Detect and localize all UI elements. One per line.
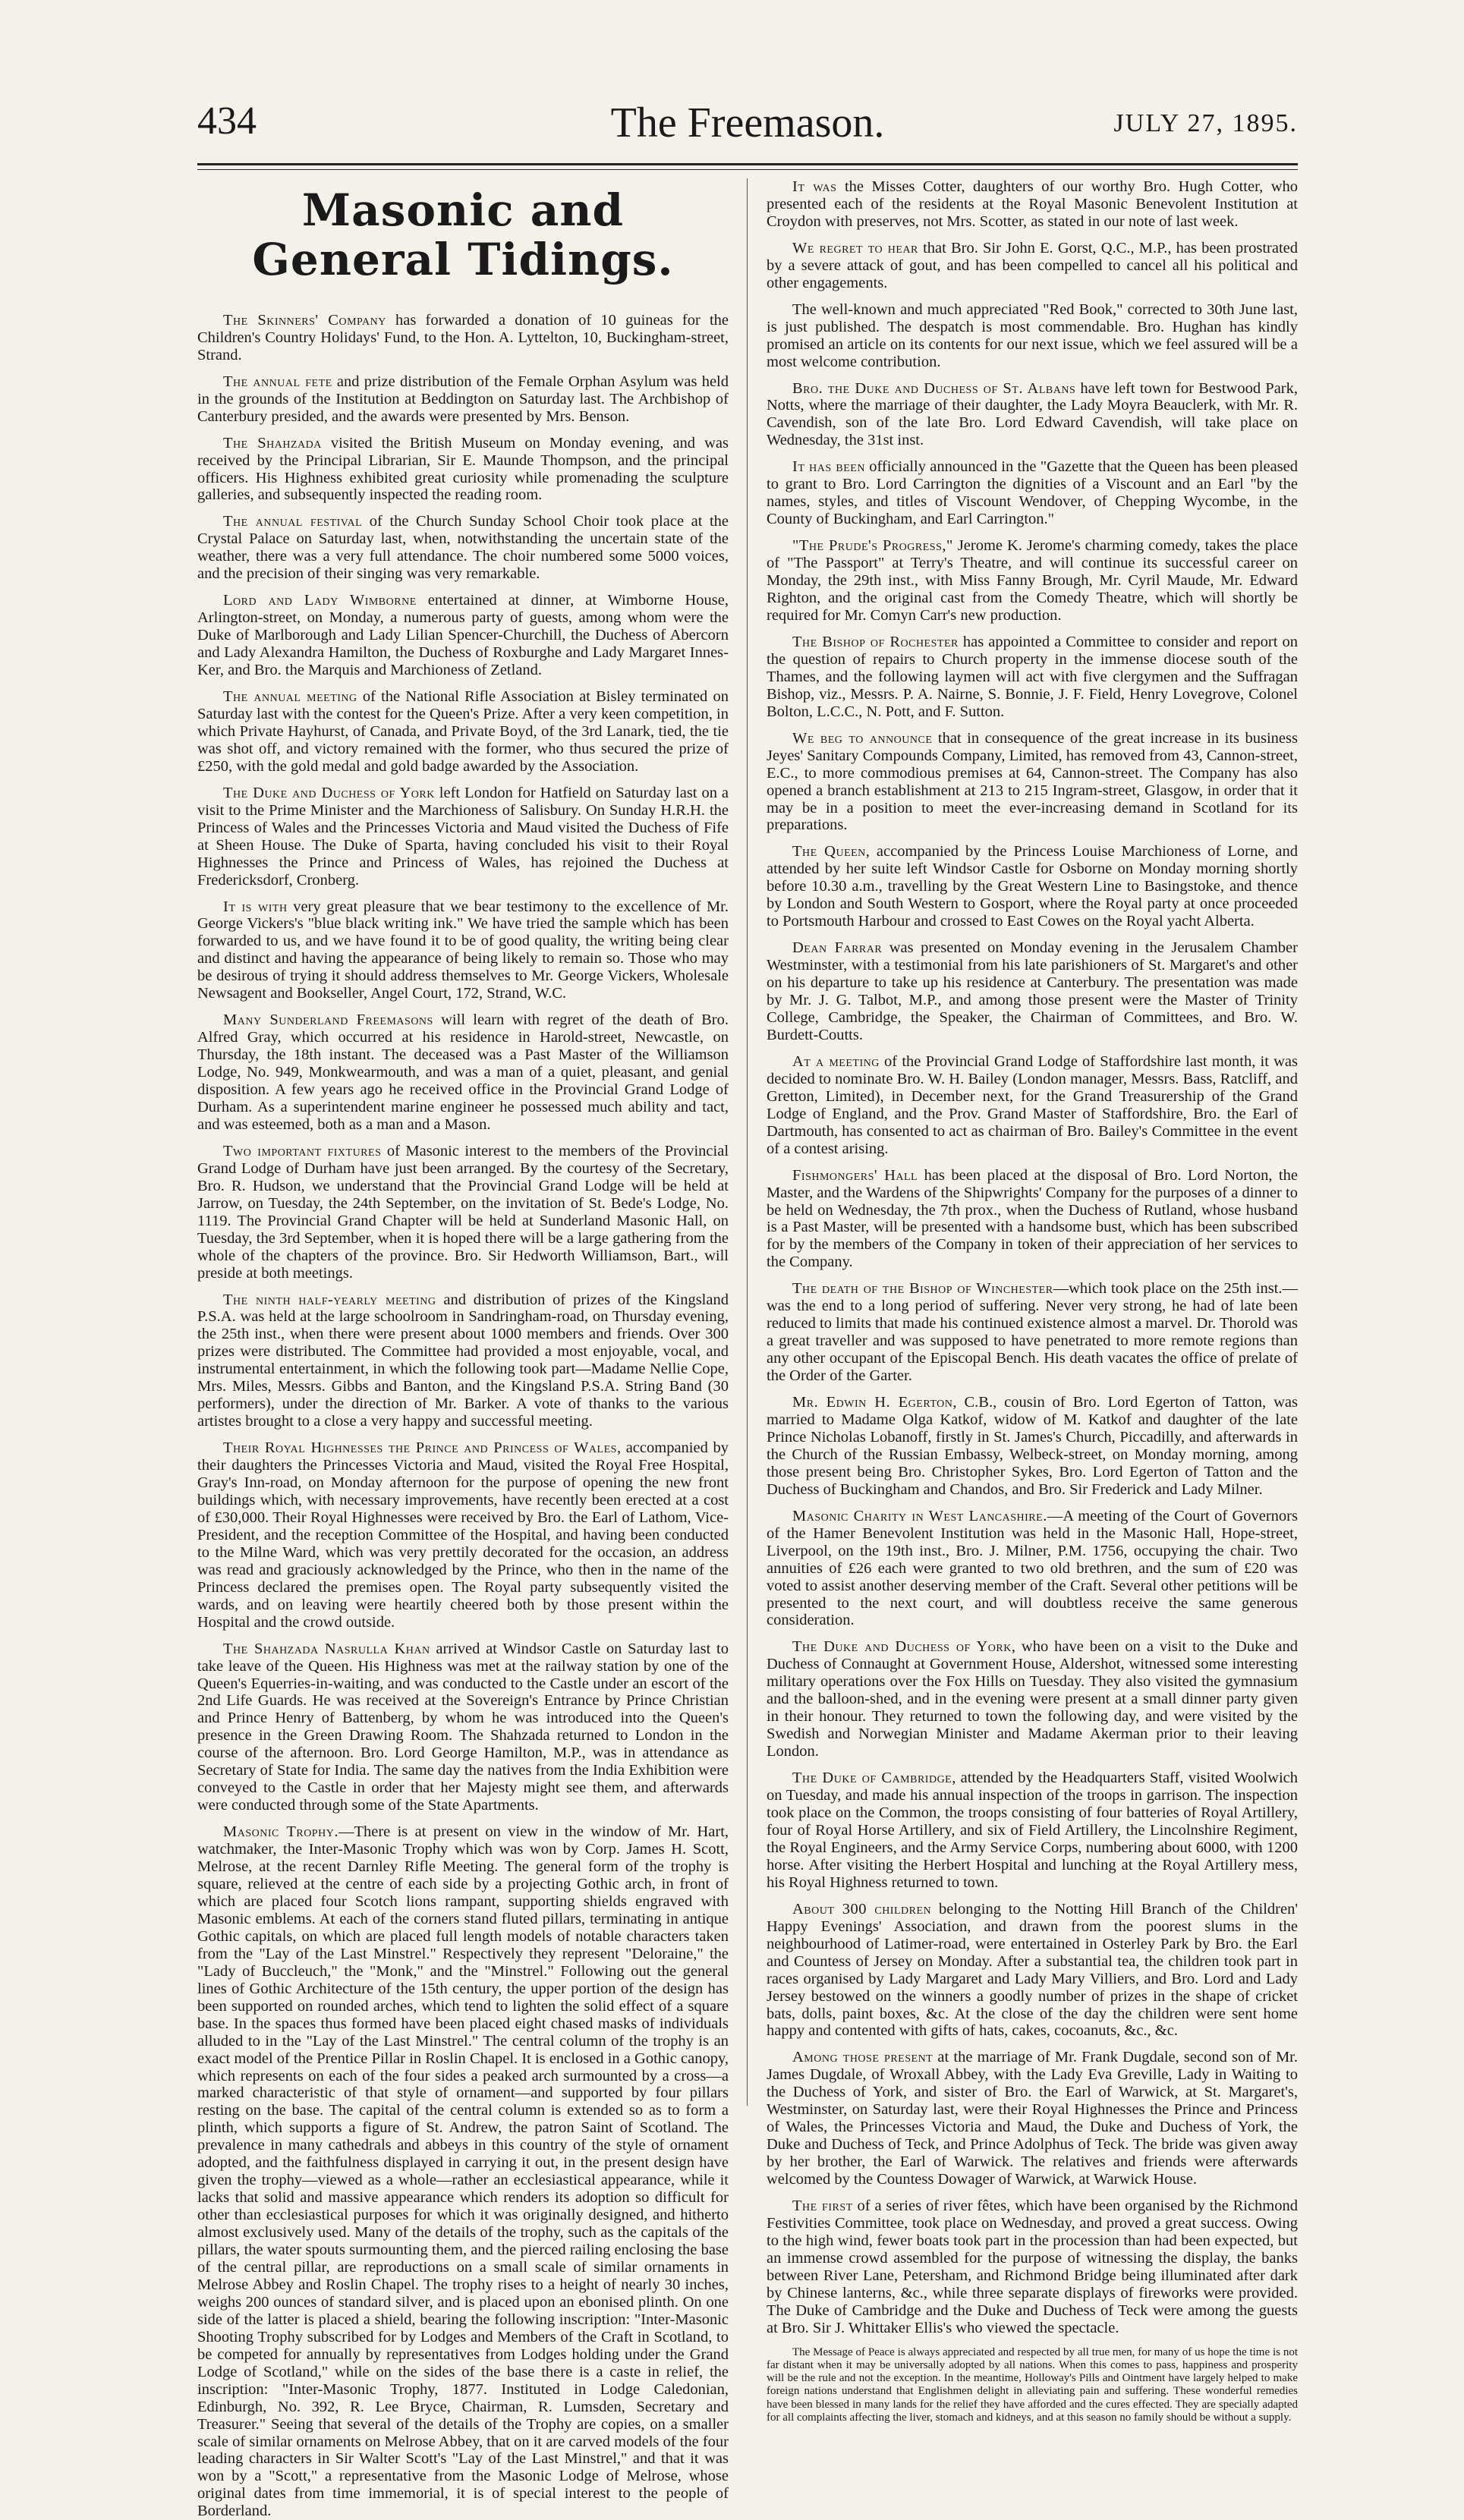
news-item-lead: Mr. Edwin H. Egerton xyxy=(792,1394,953,1411)
news-item-text: and distribution of prizes of the Kingsland P.S.A. was held at the large schoolroom in Sandringham-road, on Thursday evening, the 25th inst., when there were present about 1000 members and friends. Over 300 prizes were distributed. The Committee had provided a most enjoyable, vocal, and instrumental entertainment, in which the following took part—Madame Nellie Cope, Mrs. Miles, Messrs. Gibbs and Banton, and the Kingsland P.S.A. String Band (30 performers), under the direction of Mr. Barker. A vote of thanks to the various artistes brought to a close a very happy and successful meeting. xyxy=(197,1291,729,1430)
news-item xyxy=(197,592,729,679)
news-item xyxy=(767,1508,1298,1630)
news-item-lead: Lord and Lady Wimborne xyxy=(223,592,417,609)
advertisement-text: The Message of Peace is always appreciated and respected by all true men, for many of us hope the time is not far distant when it may be universally adopted by all nations. When this comes to pass, happiness and prosperity will be the rule and not the exception. In the meantime, Holloway's Pills and Ointment have largely helped to make foreign nations understand that Englishmen delight in alleviating pain and suffering. These wonderful remedies have been blessed in many lands for the relief they have afforded and the cures effected. They are specially adapted for all complaints affecting the liver, stomach and kidneys, and at this season no family should be without a supply. xyxy=(767,2345,1298,2424)
section-title: Masonic and General Tidings. xyxy=(252,184,674,285)
news-item xyxy=(767,178,1298,231)
news-item-lead: The Duke and Duchess of York xyxy=(792,1638,1012,1656)
news-item-text: , accompanied by the Princess Louise Marchioness of Lorne, and attended by her suite left Windsor Castle for Osborne on Monday morning shortly before 10.30 a.m., travelling by the Great Western Line to Basingstoke, and thence by London and South Western to Gosport, where the Royal party at once proceeded to Portsmouth Harbour and crossed to East Cowes on the Royal yacht Alberta. xyxy=(767,843,1298,930)
news-item-text: of the Provincial Grand Lodge of Staffordshire last month, it was decided to nominate Bro. W. H. Bailey (London manager, Messrs. Bass, Ratcliff, and Gretton, Limited), in December next, for the Grand Treasurership of the Grand Lodge of England, and the Prov. Grand Master of Staffordshire, Bro. the Earl of Dartmouth, has consented to act as chairman of Bro. Bailey's Committee in the event of a contest arising. xyxy=(767,1052,1298,1157)
news-item-lead: About 300 children xyxy=(792,1900,932,1918)
header-rule-thick xyxy=(197,163,1298,165)
news-item-text: at the marriage of Mr. Frank Dugdale, second son of Mr. James Dugdale, of Wroxall Abbey, with the Lady Eva Greville, Lady in Waiting to the Duchess of York, and sister of Bro. the Earl of Warwick, at St. Margaret's, Westminster, on Saturday last, were their Royal Highnesses the Prince and Princess of Wales, the Princesses Victoria and Maud, the Duke and Duchess of York, the Duke and Duchess of Teck, and Prince Adolphus of Teck. The bride was given away by her brother, the Earl of Warwick. The relatives and friends were afterwards welcomed by the Countess Dowager of Warwick, at Warwick House. xyxy=(767,2049,1299,2188)
news-item-lead: The Queen xyxy=(792,843,866,860)
news-item xyxy=(767,730,1298,835)
news-item xyxy=(197,688,729,776)
news-item-lead: "The Prude's Progress," xyxy=(792,537,953,555)
news-item xyxy=(197,1641,729,1815)
news-item xyxy=(767,843,1298,930)
news-item-lead: Dean Farrar xyxy=(792,939,883,957)
news-item-lead: The annual festival xyxy=(223,513,363,530)
news-item-lead: Masonic Charity in West Lancashire. xyxy=(792,1507,1047,1524)
news-item xyxy=(767,380,1298,450)
news-item-lead: The Skinners' Company xyxy=(223,311,386,329)
news-item xyxy=(767,1053,1298,1158)
news-item-lead: We beg to announce xyxy=(792,729,933,747)
column-divider xyxy=(747,178,748,2106)
left-column xyxy=(197,178,729,2520)
news-item-lead: It is with xyxy=(223,898,288,915)
news-item xyxy=(197,513,729,583)
news-item-lead: We regret to hear xyxy=(792,239,918,256)
news-item xyxy=(767,2198,1298,2337)
news-item xyxy=(197,898,729,1003)
news-item-lead: Two important fixtures xyxy=(223,1142,382,1159)
news-item xyxy=(767,240,1298,292)
news-item-text: have left town for Bestwood Park, Notts, where the marriage of their daughter, the Lady Moyra Beauclerk, with Mr. R. Cavendish, son of the late Bro. Lord Edward Cavendish, will take place on Wednesday, the 31st inst. xyxy=(767,379,1298,449)
news-item xyxy=(197,1439,729,1631)
news-item-text: , attended by the Headquarters Staff, visited Woolwich on Tuesday, and made his annual inspection of the troops in garrison. The inspection took place on the Common, the troops consisting of four batteries of Royal Artillery, four of Royal Horse Artillery, and six of Field Artillery, the Lincolnshire Regiment, the Royal Engineers, and the Army Service Corps, numbering about 6000, with 1200 horse. After visiting the Herbert Hospital and lunching at the Royal Artillery mess, his Royal Highness returned to town. xyxy=(767,1770,1298,1891)
news-item-text: Jerome K. Jerome's charming comedy, takes the place of "The Passport" at Terry's Theatre, and will continue its successful career on Monday, the 29th inst., with Miss Fanny Brough, Mr. Cyril Maude, Mr. Edward Righton, and the original cast from the Comedy Theatre, which will shortly be required for Mr. Comyn Carr's new production. xyxy=(767,537,1298,624)
news-item-lead: Fishmongers' Hall xyxy=(792,1166,918,1184)
news-item-text: has forwarded a donation of 10 guineas for the Children's Country Holidays' Fund, to the Hon. A. Lyttelton, 10, Buckingham-street, Strand. xyxy=(197,311,729,363)
news-item-lead: Among those present xyxy=(792,2049,933,2066)
news-item-lead: The first xyxy=(792,2198,853,2215)
news-item-text: and prize distribution of the Female Orphan Asylum was held in the grounds of the Institution at Beddington on Saturday last. The Archbishop of Canterbury presided, and the awards were presented by Mrs. Benson. xyxy=(197,373,729,425)
news-item xyxy=(197,1143,729,1282)
news-item-lead: The annual fete xyxy=(223,373,332,390)
page-number: 434 xyxy=(197,99,257,143)
news-item-lead: The Duke and Duchess of York xyxy=(223,784,435,801)
news-item-text: has been placed at the disposal of Bro. Lord Norton, the Master, and the Wardens of the Shipwrights' Company for the purposes of a dinner to be held on Wednesday, the 7th prox., when the Duchess of Rutland, whose husband is a Past Master, will be presented with a handsome bust, which has been subscribed for by the members of the Company in token of their appreciation of her services to the Company. xyxy=(767,1166,1298,1271)
news-item-text: arrived at Windsor Castle on Saturday last to take leave of the Queen. His Highness was met at the railway station by one of the Queen's Equerries-in-waiting, and was conducted to the Castle under an escort of the 2nd Life Guards. He was received at the Sovereign's Entrance by Prince Christian and Prince Henry of Battenberg, by whom he was introduced into the Queen's presence in the Green Drawing Room. The Shahzada returned to London in the course of the afternoon. Bro. Lord George Hamilton, M.P., was in attendance as Secretary of State for India. The same day the natives from the India Exhibition were conveyed to the Castle in order that her Majesty might see them, and afterwards were conducted through some of the State Apartments. xyxy=(197,1640,729,1814)
news-item xyxy=(767,939,1298,1044)
news-item xyxy=(197,785,729,889)
page-header xyxy=(197,99,1298,159)
news-item xyxy=(767,537,1298,624)
news-item-text: , C.B., cousin of Bro. Lord Egerton of Tatton, was married to Madame Olga Katkof, widow of M. Katkof and daughter of the late Prince Nicholas Lobanoff, firstly in St. James's Church, Piccadilly, and afterwards in the Church of the Russian Embassy, Welbeck-street, on Monday morning, among those present being Bro. Christopher Sykes, Bro. Lord Egerton of Tatton and the Duchess of Buckingham and Chandos, and Bro. Sir Frederick and Lady Milner. xyxy=(767,1394,1298,1498)
news-item xyxy=(197,373,729,426)
news-item xyxy=(197,1291,729,1431)
news-item-text: of the Church Sunday School Choir took place at the Crystal Palace on Saturday last, when, notwithstanding the uncertain state of the weather, there was a very full attendance. The choir numbered some 5000 voices, and the precision of their singing was very remarkable. xyxy=(197,513,729,583)
news-item-text: , who have been on a visit to the Duke and Duchess of Connaught at Government House, Aldershot, witnessed some interesting military operations over the Fox Hills on Tuesday. They also visited the gymnasium and the balloon-shed, and in the evening were present at a small dinner party given in their honour. They returned to town the following day, and were visited by the Swedish and Norwegian Minister and Madame Akerman prior to their leaving London. xyxy=(767,1638,1299,1760)
news-item-lead: The Shahzada Nasrulla Khan xyxy=(223,1640,430,1657)
news-item xyxy=(767,2049,1298,2188)
header-rule-thin xyxy=(197,169,1298,170)
news-item xyxy=(767,1638,1298,1760)
news-item xyxy=(767,1770,1298,1892)
news-item-lead: Many Sunderland Freemasons xyxy=(223,1011,433,1029)
news-item-text: that Bro. Sir John E. Gorst, Q.C., M.P., has been prostrated by a severe attack of gout, and has been compelled to cancel all his political and other engagements. xyxy=(767,239,1298,291)
right-column xyxy=(767,178,1299,2424)
news-item xyxy=(767,1280,1298,1385)
news-item-text: —which took place on the 25th inst.—was the end to a long period of suffering. Never very strong, he had of late been reduced to limits that made his continued existence almost a marvel. Dr. Thorold was a great traveller and was supposed to have penetrated to more remote regions than any other occupant of the Episcopal Bench. His death vacates the office of prelate of the Order of the Garter. xyxy=(767,1280,1298,1385)
news-item-lead: It was xyxy=(792,178,837,195)
news-item xyxy=(767,1394,1298,1499)
news-item-lead: Bro. the Duke and Duchess of St. Albans xyxy=(792,379,1076,397)
news-item-text: of the National Rifle Association at Bisley terminated on Saturday last with the contest for the Queen's Prize. After a very keen competition, in which Private Hayhurst, of Canada, and Private Boyd, of the 3rd Lanark, tied, the tie was shot off, and victory remained with the former, who thus secured the prize of £250, with the gold medal and gold badge awarded by the Association. xyxy=(197,688,729,775)
news-item-text: officially announced in the "Gazette that the Queen has been pleased to grant to Bro. Lord Carrington the dignities of a Viscount and an Earl "by the names, styles, and titles of Viscount Wendover, of Chepping Wycombe, in the County of Buckingham, and Earl Carrington." xyxy=(767,458,1299,528)
news-item-lead: The annual meeting xyxy=(223,688,357,706)
masthead: The Freemason. xyxy=(610,99,885,146)
news-item-text: entertained at dinner, at Wimborne House, Arlington-street, on Monday, a numerous party of guests, among whom were the Duke of Marlborough and Lady Lilian Spencer-Churchill, the Duchess of Abercorn and Lady Alexandra Hamilton, the Duchess of Roxburghe and Lady Margaret Innes-Ker, and Bro. the Marquis and Marchioness of Zetland. xyxy=(197,592,729,679)
news-item xyxy=(197,312,729,364)
news-item-text: will learn with regret of the death of Bro. Alfred Gray, which occurred at his residence in Harold-street, Newcastle, on Thursday, the 18th instant. The deceased was a Past Master of the Williamson Lodge, No. 949, Monkwearmouth, and was a man of a quiet, pleasant, and genial disposition. A few years ago he received office in the Provincial Grand Lodge of Durham. As a superintendent marine engineer he possessed much ability and tact, and was esteemed, both as a man and a Mason. xyxy=(197,1011,729,1133)
news-item-lead: The ninth half-yearly meeting xyxy=(223,1291,436,1308)
news-item-text: —A meeting of the Court of Governors of the Hamer Benevolent Institution was held in the Masonic Hall, Hope-street, Liverpool, on the 19th inst., Bro. J. Milner, P.M. 1756, occupying the chair. Two annuities of £26 each were granted to two old brethren, and the sum of £20 was voted to assist another deserving member of the Craft. Several other petitions will be presented to the next court, and will doubtless receive the same generous consideration. xyxy=(767,1507,1298,1629)
news-item-text: was presented on Monday evening in the Jerusalem Chamber Westminster, with a testimonial from his late parishioners of St. Margaret's and other on his departure to take up his residence at Canterbury. The presentation was made by Mr. J. G. Talbot, M.P., and among those present were the Master of Trinity College, Cambridge, the Speaker, the Chairman of Committees, and Bro. W. Burdett-Coutts. xyxy=(767,939,1298,1043)
news-item-lead: The Shahzada xyxy=(223,434,322,451)
news-item xyxy=(197,1823,729,2520)
news-item-text: The well-known and much appreciated "Red Book," corrected to 30th June last, is just published. The despatch is most commendable. Bro. Hughan has kindly promised an article on its contents for our next issue, which we feel assured will be a most welcome contribution. xyxy=(767,300,1298,370)
news-item-lead: The Duke of Cambridge xyxy=(792,1770,952,1787)
news-item-text: that in consequence of the great increase in its business Jeyes' Sanitary Compounds Company, Limited, has removed from 43, Cannon-street, E.C., to more commodious premises at 64, Cannon-street. The Company has also opened a branch establishment at 213 to 215 Ingram-street, Glasgow, in order that it may be in a position to meet the ever-increasing demand in Scotland for its preparations. xyxy=(767,729,1298,834)
news-item-text: left London for Hatfield on Saturday last on a visit to the Prime Minister and the Marchioness of Salisbury. On Sunday H.R.H. the Princess of Wales and the Princesses Victoria and Maud visited the Duchess of Fife at Sheen House. The Duke of Sparta, having concluded his visit to their Royal Highnesses the Prince and Princess of Wales, has rejoined the Duchess at Fredericksdorf, Cronberg. xyxy=(197,784,729,889)
news-item-text: of a series of river fêtes, which have been organised by the Richmond Festivities Committee, took place on Wednesday, and proved a great success. Owing to the high wind, fewer boats took part in the procession than had been expected, but an immense crowd assembled for the purpose of witnessing the display, the banks between River Lane, Petersham, and Richmond Bridge being illuminated after dark by Chinese lanterns, &c., while three separate displays of fireworks were provided. The Duke of Cambridge and the Duke and Duchess of Teck were among the guests at Bro. Sir J. Whittaker Ellis's who viewed the spectacle. xyxy=(767,2198,1298,2336)
news-item-text: has appointed a Committee to consider and report on the question of repairs to Church property in the immense diocese south of the Thames, and the following laymen will act with five clergymen and the Suffragan Bishop, viz., Messrs. P. A. Nairne, S. Bonnie, J. F. Field, Henry Lovegrove, Colonel Bolton, L.C.C., N. Pott, and F. Sutton. xyxy=(767,633,1298,720)
news-item-text: belonging to the Notting Hill Branch of the Children' Happy Evenings' Association, and drawn from the poorest slums in the neighbourhood of Latimer-road, were entertained in Osterley Park by Bro. the Earl and Countess of Jersey on Monday. After a substantial tea, the children took part in races organised by Lady Margaret and Lady Mary Villiers, and Bro. Lord and Lady Jersey bestowed on the winners a goodly number of prizes in the shape of cricket bats, dolls, paint boxes, &c. At the close of the day the children were sent home happy and contented with gifts of hats, cakes, cocoanuts, &c., &c. xyxy=(767,1900,1299,2040)
news-item-lead: Their Royal Highnesses the Prince and Princess of Wales xyxy=(223,1439,617,1457)
news-item-lead: Masonic Trophy. xyxy=(223,1823,338,1841)
news-item-text: —There is at present on view in the window of Mr. Hart, watchmaker, the Inter-Masonic Trophy which was won by Corp. James H. Scott, Melrose, at the recent Darnley Rifle Meeting. The general form of the trophy is square, relieved at the centre of each side by a projecting Gothic arch, in front of which are placed four Scotch lions rampant, supporting shields engraved with Masonic emblems. At each of the corners stand fluted pillars, terminating in antique Gothic capitals, on which are placed full length models of notable characters taken from the "Lay of the Last Minstrel." Respectively they represent "Deloraine," the "Lady of Buccleuch," the "Monk," and the "Minstrel." Following out the general lines of Gothic Architecture of the 15th century, the upper portion of the design has been supported on rounded arches, which tend to lighten the solid effect of a square base. In the spaces thus formed have been placed eight chased masks of individuals alluded to in the "Lay of the Last Minstrel." The central column of the trophy is an exact model of the Prentice Pillar in Roslin Chapel. It is enclosed in a Gothic canopy, which represents on each of the four sides a peaked arch surmounted by a cross—a marked characteristic of that style of ornament—and supported by four pillars resting on the base. The capital of the central column is extended so as to form a plinth, which supports a figure of St. Andrew, the patron Saint of Scotland. The prevalence in many cathedrals and abbeys in this country of the style of ornament adopted, and the faithfulness displayed in carrying it out, in the present design have given the trophy—viewed as a whole—rather an ecclesiastical appearance, while it lacks that solid and massive appearance which renders its adoption so difficult for other than ecclesiastical purposes for which it was originally designed, and hitherto almost exclusively used. Many of the details of the trophy, such as the capitals of the pillars, the water spouts surmounting them, and the pierced railing enclosing the base of the central pillar, are reproductions on a small scale of similar ornaments in Melrose Abbey and Roslin Chapel. The trophy rises to a height of nearly 30 inches, weighs 200 ounces of standard silver, and is placed upon an ebonised plinth. On one side of the latter is placed a shield, bearing the following inscription: "Inter-Masonic Shooting Trophy subscribed for by Lodges and Members of the Craft in Scotland, to be competed for annually by representatives from Lodges holding under the Grand Lodge of Scotland," while on the sides of the base there is a caste in relief, the inscription: "Inter-Masonic Trophy, 1877. Instituted in Lodge Caledonian, Edinburgh, No. 392, R. Lee Bryce, Chairman, R. Lumsden, Secretary and Treasurer." Seeing that several of the details of the Trophy are copies, on a smaller scale of similar ornaments on Melrose Abbey, that on it are carved models of the four leading characters in Sir Walter Scott's "Lay of the Last Minstrel," and that it was won by a "Scott," a representative from the Masonic Lodge of Melrose, whose original dates from time immemorial, it is of special interest to the people of Borderland. xyxy=(197,1823,729,2520)
news-item-text: the Misses Cotter, daughters of our worthy Bro. Hugh Cotter, who presented each of the residents at the Royal Masonic Benevolent Institution at Croydon with preserves, not Mrs. Scotter, as stated in our note of last week. xyxy=(767,178,1299,230)
news-item xyxy=(767,458,1298,528)
news-item-text: , accompanied by their daughters the Princesses Victoria and Maud, visited the Royal Free Hospital, Gray's Inn-road, on Monday afternoon for the purpose of opening the new front buildings which, with necessary improvements, have recently been erected at a cost of £30,000. Their Royal Highnesses were received by Bro. the Earl of Lathom, Vice-President, and the reception Committee of the Hospital, and having been conducted to the Milne Ward, which was very prettily decorated for the occasion, an address was read and graciously acknowledged by the Prince, who then in the name of the Princess declared the premises open. The Royal party subsequently visited the wards, and on leaving were heartily cheered both by those present within the Hospital and the crowd outside. xyxy=(197,1439,729,1631)
news-item xyxy=(767,634,1298,721)
news-item xyxy=(197,1011,729,1134)
news-item-text: of Masonic interest to the members of the Provincial Grand Lodge of Durham have just been arranged. By the courtesy of the Secretary, Bro. R. Hudson, we understand that the Provincial Grand Lodge will be held at Jarrow, on Tuesday, the 24th September, on the invitation of St. Bede's Lodge, No. 1119. The Provincial Grand Chapter will be held at Sunderland Masonic Hall, on Tuesday, the 3rd September, when it is hoped there will be a large gathering from the whole of the chapters of the province. Bro. Sir Hedworth Williamson, Bart., will preside at both meetings. xyxy=(197,1142,729,1282)
news-item xyxy=(767,1901,1298,2040)
news-item xyxy=(197,435,729,505)
news-item xyxy=(767,1167,1298,1272)
news-item-text: visited the British Museum on Monday evening, and was received by the Principal Librarian, Sir E. Maunde Thompson, and the principal officers. His Highness exhibited great curiosity while promenading the sculpture galleries, and subsequently inspected the reading room. xyxy=(197,434,729,504)
news-item-lead: The Bishop of Rochester xyxy=(792,633,959,650)
news-item-lead: It has been xyxy=(792,458,865,476)
news-item-lead: The death of the Bishop of Winchester xyxy=(792,1280,1053,1298)
issue-date: JULY 27, 1895. xyxy=(1113,109,1298,137)
news-item-lead: At a meeting xyxy=(792,1052,880,1070)
news-item xyxy=(767,301,1298,371)
news-item-text: very great pleasure that we bear testimony to the excellence of Mr. George Vickers's "blue black writing ink." We have tried the sample which has been forwarded to us, and we have found it to be of good quality, the writing being clear and distinct and having the appearance of being likely to remain so. Those who may be desirous of trying it should address themselves to Mr. George Vickers, Wholesale Newsagent and Bookseller, Angel Court, 172, Strand, W.C. xyxy=(197,898,729,1002)
